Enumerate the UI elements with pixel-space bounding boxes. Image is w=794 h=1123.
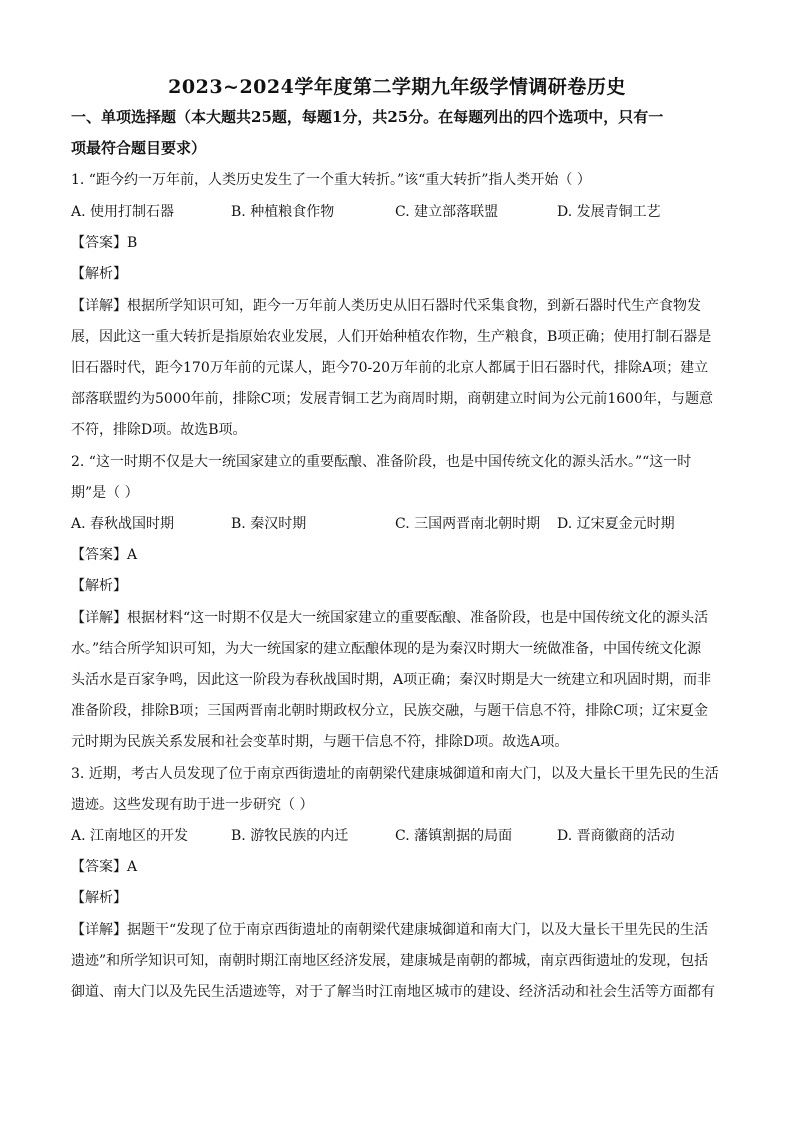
question-3-answer: 【答案】A: [71, 859, 138, 875]
option-b: B. 秦汉时期: [231, 516, 307, 532]
question-2-stem-cont: 期”是（ ）: [71, 485, 139, 501]
question-1-detail-line: 不符，排除D项。故选B项。: [71, 422, 247, 438]
question-3-detail-line: 【详解】据题干“发现了位于南京西街遗址的南朝梁代建康城御道和南大门，以及大量长干里先民的生活: [71, 922, 709, 938]
question-3-detail-line: 御道、南大门以及先民生活遗迹等，对于了解当时江南地区城市的建设、经济活动和社会生活等方面都有: [71, 984, 715, 1000]
question-1-detail-line: 展，因此这一重大转折是指原始农业发展，人们开始种植农作物，生产粮食，B项正确；使用打制石器是: [71, 329, 712, 345]
option-a: A. 春秋战国时期: [71, 516, 175, 532]
question-1-analysis-label: 【解析】: [71, 266, 127, 282]
option-d: D. 辽宋夏金元时期: [557, 516, 675, 532]
question-3-stem: 3. 近期，考古人员发现了位于南京西街遗址的南朝梁代建康城御道和南大门，以及大量长干里先民的生活: [71, 766, 719, 782]
question-2-answer: 【答案】A: [71, 547, 138, 563]
question-1-stem: 1. “距今约一万年前，人类历史发生了一个重大转折。”该“重大转折”指人类开始（ ）: [71, 172, 591, 188]
option-b: B. 种植粮食作物: [231, 204, 335, 220]
option-b: B. 游牧民族的内迁: [231, 828, 349, 844]
question-2-detail-line: 准备阶段，排除B项；三国两晋南北朝时期政权分立，民族交融，与题干信息不符，排除C项；辽宋夏金: [71, 703, 708, 719]
question-2-detail-line: 水。”结合所学知识可知，为大一统国家的建立酝酿体现的是为秦汉时期大一统做准备，中国传统文化源: [71, 641, 702, 657]
option-a: A. 江南地区的开发: [71, 828, 189, 844]
question-2-detail-line: 元时期为民族关系发展和社会变革时期，与题干信息不符，排除D项。故选A项。: [71, 734, 569, 750]
section-heading-line-2: 项最符合题目要求）: [71, 139, 207, 157]
option-c: C. 建立部落联盟: [395, 204, 499, 220]
question-2-analysis-label: 【解析】: [71, 578, 127, 594]
question-3-stem-cont: 遗迹。这些发现有助于进一步研究（ ）: [71, 797, 314, 813]
question-2-detail-line: 头活水是百家争鸣，因此这一阶段为春秋战国时期，A项正确；秦汉时期是大一统建立和巩固时期，而非: [71, 672, 712, 688]
question-3-detail-line: 遗迹”和所学知识可知，南朝时期江南地区经济发展，建康城是南朝的都城，南京西街遗址的发现，包括: [71, 953, 709, 969]
question-1-detail-line: 【详解】根据所学知识可知，距今一万年前人类历史从旧石器时代采集食物，到新石器时代生产食物发: [71, 298, 701, 314]
option-a: A. 使用打制石器: [71, 204, 175, 220]
question-1-detail-line: 旧石器时代，距今170万年前的元谋人，距今70-20万年前的北京人都属于旧石器时代，排除A项；建立: [71, 360, 709, 376]
page-title: 2023~2024学年度第二学期九年级学情调研卷历史: [168, 76, 626, 98]
question-3-analysis-label: 【解析】: [71, 890, 127, 906]
question-2-stem: 2. “这一时期不仅是大一统国家建立的重要酝酿、准备阶段，也是中国传统文化的源头活水。”“这一时: [71, 454, 692, 470]
option-d: D. 晋商徽商的活动: [557, 828, 675, 844]
section-heading-line-1: 一、单项选择题（本大题共25题，每题1分，共25分。在每题列出的四个选项中，只有一: [71, 108, 664, 126]
option-c: C. 三国两晋南北朝时期: [395, 516, 541, 532]
question-1-detail-line: 部落联盟约为5000年前，排除C项；发展青铜工艺为商周时期，商朝建立时间为公元前1600年，与题意: [71, 391, 713, 407]
question-2-detail-line: 【详解】根据材料“这一时期不仅是大一统国家建立的重要酝酿、准备阶段，也是中国传统文化的源头活: [71, 610, 709, 626]
question-1-answer: 【答案】B: [71, 235, 138, 251]
option-d: D. 发展青铜工艺: [557, 204, 661, 220]
option-c: C. 藩镇割据的局面: [395, 828, 513, 844]
